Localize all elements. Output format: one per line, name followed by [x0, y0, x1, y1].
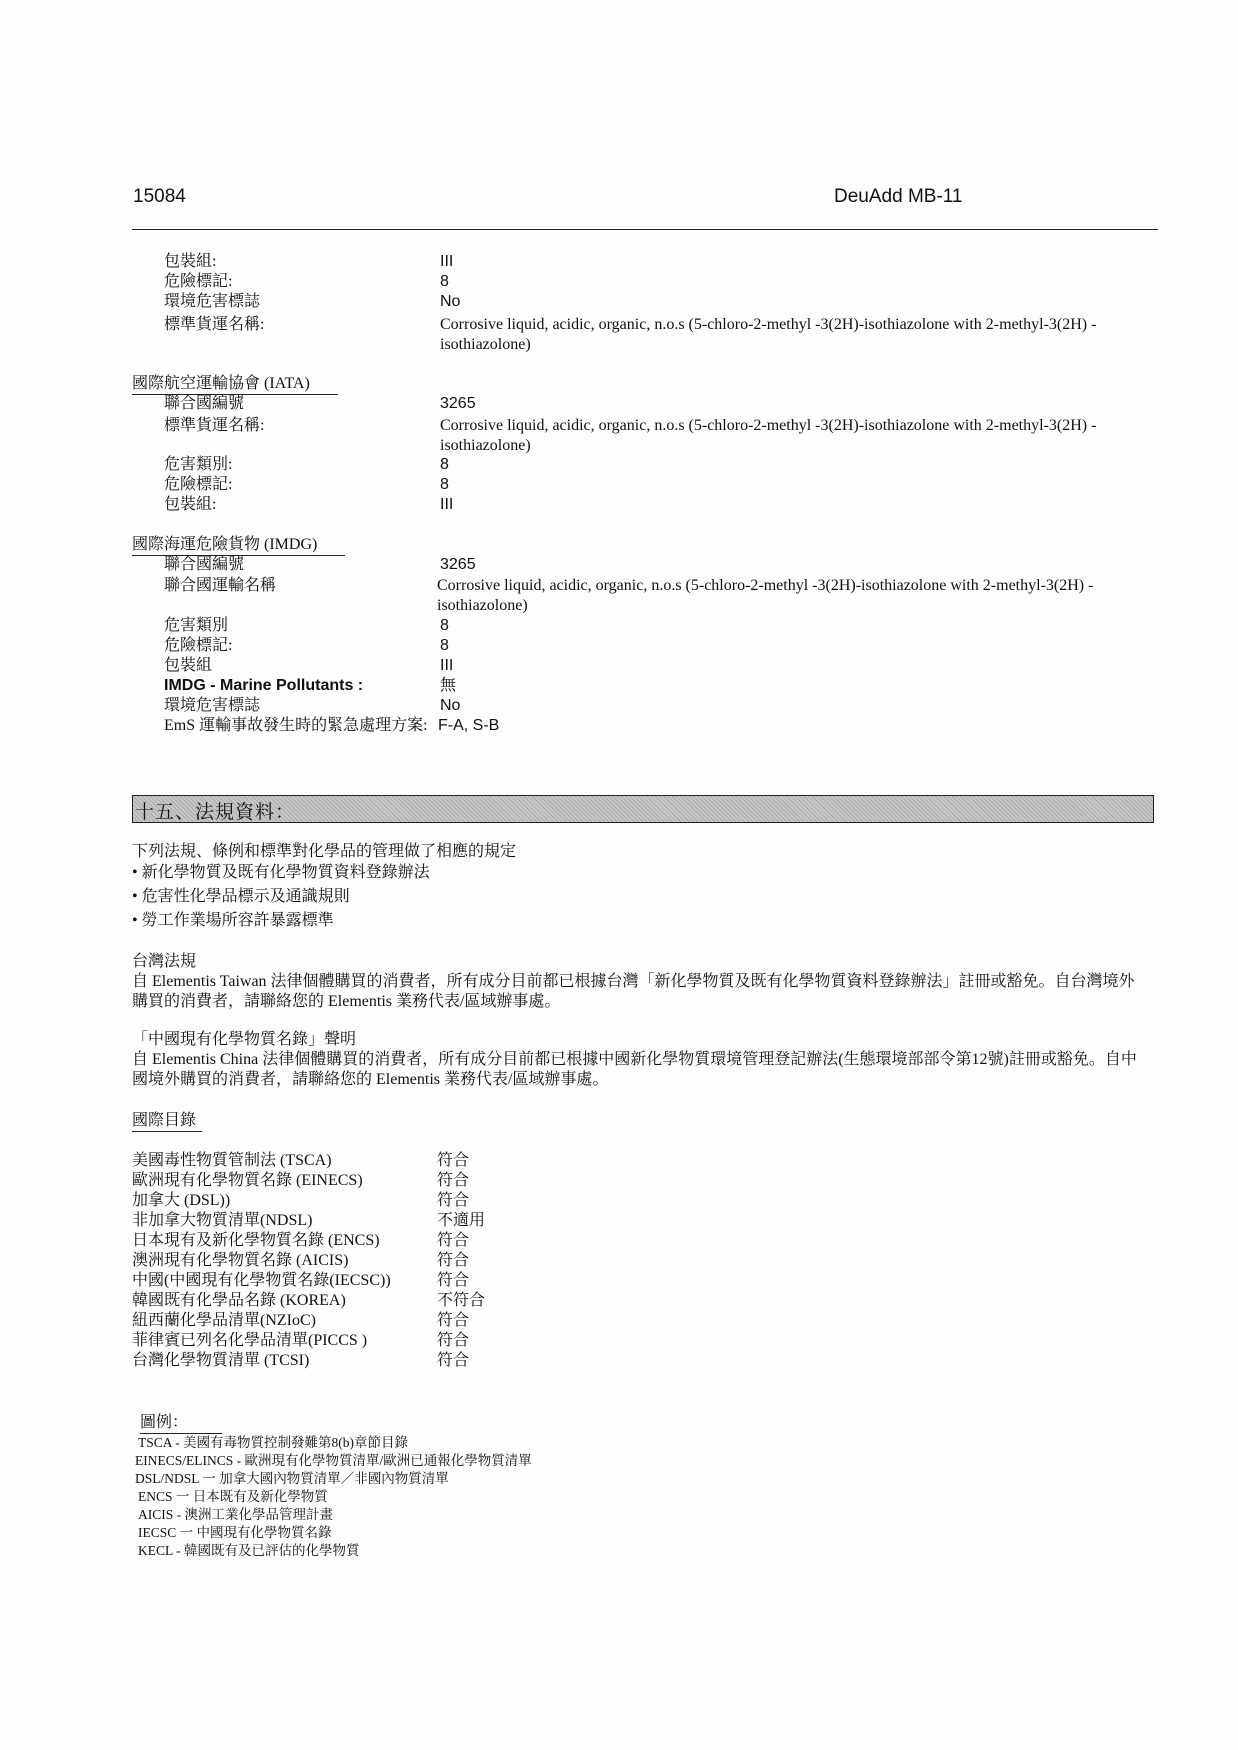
- legend-item: EINECS/ELINCS - 歐洲現有化學物質清單/歐洲已通報化學物質清單: [135, 1453, 532, 1468]
- china-heading: 「中國現有化學物質名錄」聲明: [132, 1031, 357, 1048]
- row-label: 危險標記:: [164, 273, 233, 290]
- inventory-heading: 國際目錄: [132, 1111, 202, 1132]
- inventory-status: 不適用: [437, 1212, 486, 1229]
- row-value: 無: [440, 677, 457, 694]
- row-value: 3265: [440, 556, 476, 573]
- row-label: 聯合國運輸名稱: [164, 577, 277, 594]
- legend-item: DSL/NDSL 一 加拿大國內物質清單／非國內物質清單: [135, 1471, 449, 1486]
- legend-item: KECL - 韓國既有及已評估的化學物質: [138, 1543, 360, 1558]
- inventory-name: 日本現有及新化學物質名錄 (ENCS): [132, 1232, 380, 1249]
- inventory-status: 符合: [437, 1272, 470, 1289]
- inventory-status: 符合: [437, 1192, 470, 1209]
- legend-item: ENCS 一 日本既有及新化學物質: [138, 1489, 328, 1504]
- inventory-name: 菲律賓已列名化學品清單(PICCS ): [132, 1332, 368, 1349]
- inventory-status: 符合: [437, 1232, 470, 1249]
- row-label: 危害類別: [164, 617, 229, 634]
- iata-heading: 國際航空運輸協會 (IATA): [132, 374, 338, 395]
- legend-item: IECSC 一 中國現有化學物質名錄: [138, 1525, 332, 1540]
- section-15-title: 十五、法規資料：: [135, 802, 296, 823]
- row-value: 8: [440, 456, 449, 473]
- inventory-name: 美國毒性物質管制法 (TSCA): [132, 1152, 332, 1169]
- product-name: DeuAdd MB-11: [834, 186, 963, 207]
- inventory-name: 韓國既有化學品名錄 (KOREA): [132, 1292, 346, 1309]
- row-label: 標準貨運名稱:: [164, 417, 265, 434]
- row-value: 8: [440, 617, 449, 634]
- row-label: 環境危害標誌: [164, 697, 261, 714]
- row-value: Corrosive liquid, acidic, organic, n.o.s (5-chloro-2-methyl -3(2H)-isothiazolone with 2-methyl-3(2H) -isothiazolone): [440, 316, 1097, 353]
- row-value: Corrosive liquid, acidic, organic, n.o.s (5-chloro-2-methyl -3(2H)-isothiazolone with 2-methyl-3(2H) -isothiazolone): [437, 577, 1094, 614]
- inventory-name: 紐西蘭化學品清單(NZIoC): [132, 1312, 316, 1329]
- legend-item: AICIS - 澳洲工業化學品管理計畫: [138, 1507, 333, 1522]
- row-label: 危險標記:: [164, 476, 233, 493]
- row-label: 危險標記:: [164, 637, 233, 654]
- row-value: III: [440, 657, 454, 674]
- inventory-name: 澳洲現有化學物質名錄 (AICIS): [132, 1252, 349, 1269]
- legend-item: TSCA - 美國有毒物質控制發難第8(b)章節目錄: [138, 1435, 408, 1450]
- row-label: IMDG - Marine Pollutants :: [164, 677, 364, 694]
- inventory-status: 符合: [437, 1352, 470, 1369]
- row-value: No: [440, 293, 461, 310]
- row-label: 包裝組: [164, 657, 213, 674]
- inventory-name: 歐洲現有化學物質名錄 (EINECS): [132, 1172, 363, 1189]
- row-label: 標準貨運名稱:: [164, 316, 265, 333]
- regulation-bullet: • 新化學物質及既有化學物質資料登錄辦法: [132, 864, 430, 881]
- regulation-bullet: • 危害性化學品標示及通識規則: [132, 888, 350, 905]
- inventory-status: 符合: [437, 1312, 470, 1329]
- document-code: 15084: [133, 186, 186, 207]
- china-text: 自 Elementis China 法律個體購買的消費者，所有成分目前都已根據中國新化學物質環境管理登記辦法(生態環境部部令第12號)註冊或豁免。自中國境外購買的消費者，請聯絡您的 Elementis 業務代表/區域辦事處。: [132, 1051, 1137, 1088]
- regulation-bullet: • 勞工作業場所容許暴露標準: [132, 912, 334, 929]
- inventory-status: 符合: [437, 1152, 470, 1169]
- inventory-name: 台灣化學物質清單 (TCSI): [132, 1352, 310, 1369]
- row-label: 包裝組:: [164, 253, 217, 270]
- taiwan-text: 自 Elementis Taiwan 法律個體購買的消費者，所有成分目前都已根據台灣「新化學物質及既有化學物質資料登錄辦法」註冊或豁免。自台灣境外購買的消費者，請聯絡您的 Elementis 業務代表/區域辦事處。: [132, 973, 1135, 1010]
- imdg-heading: 國際海運危險貨物 (IMDG): [132, 535, 345, 556]
- row-label: 危害類別:: [164, 456, 233, 473]
- legend-heading: 圖例：: [140, 1413, 222, 1434]
- row-label: 環境危害標誌: [164, 293, 261, 310]
- row-label: 聯合國編號: [164, 395, 245, 412]
- row-value: F-A, S-B: [438, 717, 500, 734]
- row-value: III: [440, 496, 454, 513]
- section-15-banner: [132, 795, 1154, 823]
- row-value: 8: [440, 273, 449, 290]
- regulations-intro: 下列法規、條例和標準對化學品的管理做了相應的規定: [132, 843, 517, 860]
- row-label: 聯合國編號: [164, 556, 245, 573]
- row-value: 8: [440, 637, 449, 654]
- inventory-name: 加拿大 (DSL)): [132, 1192, 231, 1209]
- row-value: Corrosive liquid, acidic, organic, n.o.s (5-chloro-2-methyl -3(2H)-isothiazolone with 2-methyl-3(2H) -isothiazolone): [440, 417, 1097, 454]
- inventory-status: 符合: [437, 1252, 470, 1269]
- row-label: 包裝組:: [164, 496, 217, 513]
- inventory-name: 中國(中國現有化學物質名錄(IECSC)): [132, 1272, 391, 1289]
- inventory-name: 非加拿大物質清單(NDSL): [132, 1212, 313, 1229]
- inventory-status: 符合: [437, 1332, 470, 1349]
- row-value: No: [440, 697, 461, 714]
- row-value: 3265: [440, 395, 476, 412]
- header-divider: [132, 229, 1158, 230]
- row-value: 8: [440, 476, 449, 493]
- taiwan-heading: 台灣法規: [132, 953, 197, 970]
- row-value: III: [440, 253, 454, 270]
- inventory-status: 符合: [437, 1172, 470, 1189]
- inventory-status: 不符合: [437, 1292, 486, 1309]
- row-label: EmS 運輸事故發生時的緊急處理方案:: [164, 717, 428, 734]
